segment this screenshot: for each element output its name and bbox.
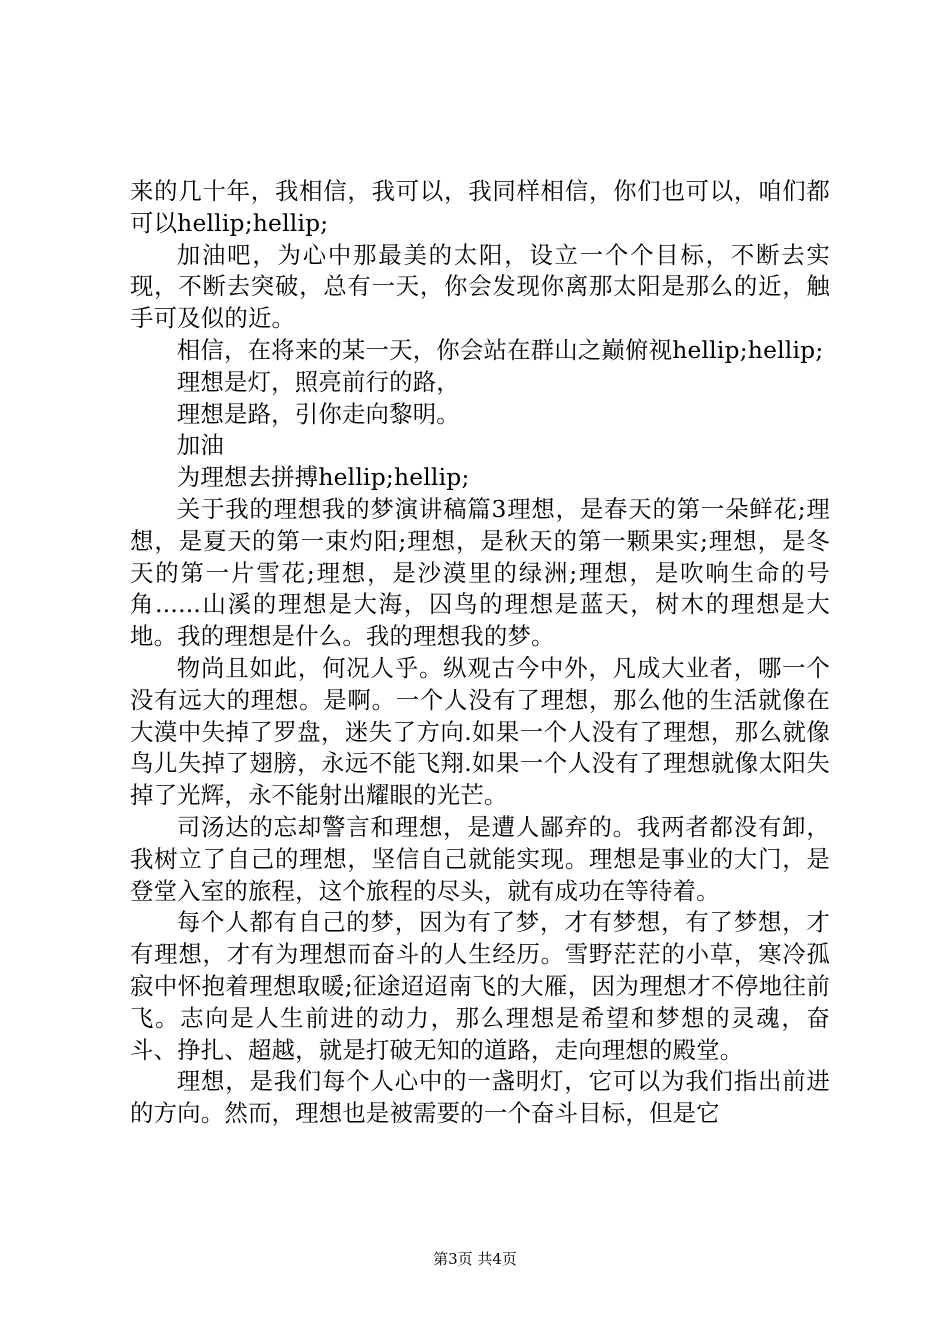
paragraph: 司汤达的忘却警言和理想，是遭人鄙弃的。我两者都没有卸，我树立了自己的理想，坚信自己就能实现。理想是事业的大门，是登堂入室的旅程，这个旅程的尽头，就有成功在等待着。 bbox=[130, 812, 830, 905]
paragraph: 每个人都有自己的梦，因为有了梦，才有梦想，有了梦想，才有理想，才有为理想而奋斗的人生经历。雪野茫茫的小草，寒冷孤寂中怀抱着理想取暖;征途迢迢南飞的大雁，因为理想才不停地往前飞。志向是人生前进的动力，那么理想是希望和梦想的灵魂，奋斗、挣扎、超越，就是打破无知的道路，走向理想的殿堂。 bbox=[130, 908, 830, 1064]
page-footer: 第3页 共4页 bbox=[433, 1250, 517, 1268]
document-body bbox=[130, 176, 830, 1130]
paragraph: 物尚且如此，何况人乎。纵观古今中外，凡成大业者，哪一个没有远大的理想。是啊。一个人没有了理想，那么他的生活就像在大漠中失掉了罗盘，迷失了方向.如果一个人没有了理想，那么就像鸟儿失掉了翅膀，永远不能飞翔.如果一个人没有了理想就像太阳失掉了光辉，永不能射出耀眼的光芒。 bbox=[130, 653, 830, 810]
paragraph: 为理想去拼搏hellip;hellip; bbox=[176, 463, 470, 492]
paragraph: 相信，在将来的某一天，你会站在群山之巅俯视hellip;hellip; bbox=[176, 335, 824, 364]
paragraph: 理想是路，引你走向黎明。 bbox=[176, 399, 460, 428]
paragraph: 理想，是我们每个人心中的一盏明灯，它可以为我们指出前进的方向。然而，理想也是被需要的一个奋斗目标，但是它 bbox=[130, 1067, 830, 1128]
paragraph: 关于我的理想我的梦演讲稿篇3理想，是春天的第一朵鲜花;理想，是夏天的第一束灼阳;理想，是秋天的第一颗果实;理想，是冬天的第一片雪花;理想，是沙漠里的绿洲;理想，是吹响生命的号角......山溪的理想是大海，囚鸟的理想是蓝天，树木的理想是大地。我的理想是什么。我的理想我的梦。 bbox=[130, 494, 830, 651]
paragraph: 来的几十年，我相信，我可以，我同样相信，你们也可以，咱们都可以hellip;hellip; bbox=[130, 177, 830, 237]
paragraph: 理想是灯，照亮前行的路， bbox=[176, 367, 460, 396]
paragraph: 加油吧，为心中那最美的太阳，设立一个个目标，不断去实现，不断去突破，总有一天，你会发现你离那太阳是那么的近，触手可及似的近。 bbox=[130, 240, 830, 333]
paragraph: 加油 bbox=[176, 431, 224, 460]
